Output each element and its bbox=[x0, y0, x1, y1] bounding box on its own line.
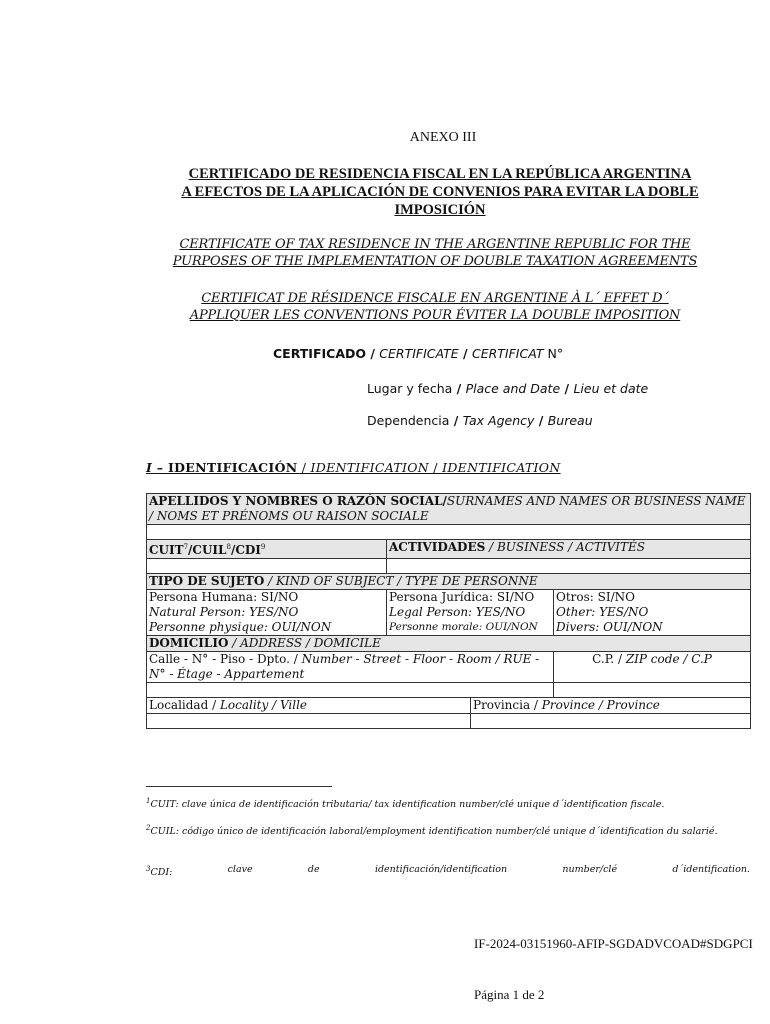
section-number: I bbox=[146, 460, 153, 475]
certificate-label-fr: CERTIFICAT bbox=[471, 346, 544, 361]
footnote-2-marker: 2 bbox=[146, 824, 151, 832]
footnote-1-text: CUIT: clave única de identificación tributaria/ tax identification number/clé unique d´identification fiscale. bbox=[150, 799, 665, 811]
natural-person-cell[interactable] bbox=[147, 590, 387, 636]
footnote-ref-9: 9 bbox=[260, 543, 266, 551]
other-en: Other: YES/NO bbox=[556, 605, 649, 619]
separator: / bbox=[366, 346, 380, 361]
activities-label-en: / BUSINESS / ACTIVITÉS bbox=[485, 540, 645, 554]
zip-label-cell bbox=[554, 652, 751, 683]
certificate-label-es: CERTIFICADO bbox=[273, 346, 366, 361]
title-french-line-2: APPLIQUER LES CONVENTIONS POUR ÉVITER LA DOUBLE IMPOSITION bbox=[189, 308, 681, 323]
tax-agency-line bbox=[367, 413, 593, 428]
footnote-3-word-5: number/clé bbox=[562, 864, 618, 875]
street-label-cell bbox=[147, 652, 554, 683]
section-identification-heading bbox=[146, 460, 561, 475]
tax-agency-fr: Bureau bbox=[547, 413, 593, 428]
footnote-1-marker: 1 bbox=[146, 797, 151, 805]
place-date-es: Lugar y fecha bbox=[367, 381, 453, 396]
document-id: IF-2024-03151960-AFIP-SGDADVCOAD#SDGPCI bbox=[474, 936, 753, 951]
footnote-3-word-3: de bbox=[307, 864, 320, 875]
legal-person-es: Persona Jurídica: SI/NO bbox=[389, 590, 535, 604]
street-label-en: Number - Street - Floor - Room / RUE - N° - Étage - Appartement bbox=[149, 652, 540, 681]
subject-type-options-row bbox=[147, 590, 751, 636]
locality-labels-row bbox=[147, 698, 751, 714]
street-label-es: Calle - N° - Piso - Dpto. / bbox=[149, 652, 302, 666]
identification-form-table bbox=[146, 493, 751, 729]
footnote-3-word-4: identificación/identification bbox=[374, 864, 508, 875]
cuit-label: CUIT bbox=[149, 543, 184, 557]
locality-value-row bbox=[147, 714, 751, 729]
section-title-en: IDENTIFICATION bbox=[310, 460, 430, 475]
footnote-ref-7: 7 bbox=[183, 543, 189, 551]
other-es: Otros: SI/NO bbox=[556, 590, 635, 604]
separator: / bbox=[297, 460, 311, 475]
legal-person-cell[interactable] bbox=[387, 590, 554, 636]
section-title-fr: IDENTIFICATION bbox=[442, 460, 561, 475]
separator: / bbox=[560, 381, 574, 396]
footnote-3-marker: 3 bbox=[146, 865, 151, 873]
title-french-line-1: CERTIFICAT DE RÉSIDENCE FISCALE EN ARGENTINE À L´ EFFET D´ bbox=[201, 291, 669, 306]
cuit-header-cell bbox=[147, 540, 387, 559]
natural-person-fr: Personne physique: OUI/NON bbox=[149, 620, 332, 634]
cuit-activities-header-row bbox=[147, 540, 751, 559]
title-english-line-2: PURPOSES OF THE IMPLEMENTATION OF DOUBLE TAXATION AGREEMENTS bbox=[172, 254, 698, 269]
surnames-field[interactable] bbox=[147, 525, 751, 540]
cuil-label: /CUIL bbox=[188, 543, 227, 557]
surnames-value-row bbox=[147, 525, 751, 540]
footnote-3-word-2: clave bbox=[227, 864, 253, 875]
title-spanish-line-2: A EFECTOS DE LA APLICACIÓN DE CONVENIOS PARA EVITAR LA DOBLE bbox=[181, 184, 699, 200]
footnote-3-word-1: CDI: bbox=[150, 867, 173, 879]
address-label-es: DOMICILIO bbox=[149, 636, 229, 650]
separator: / bbox=[534, 413, 548, 428]
zip-label-es: C.P. / bbox=[592, 652, 626, 666]
surnames-label-en: SURNAMES AND NAMES OR BUSINESS NAME / NOMS ET PRÉNOMS OU RAISON SOCIALE bbox=[149, 494, 746, 523]
address-header-cell bbox=[147, 636, 751, 652]
surnames-header-cell bbox=[147, 494, 751, 525]
province-label-es: Provincia / bbox=[473, 698, 542, 712]
title-spanish-line-3: IMPOSICIÓN bbox=[394, 202, 486, 218]
cuit-field[interactable] bbox=[147, 559, 387, 574]
separator: / bbox=[458, 346, 472, 361]
locality-label-es: Localidad / bbox=[149, 698, 220, 712]
surnames-header-row bbox=[147, 494, 751, 525]
certificate-number-line bbox=[273, 346, 563, 361]
zip-field[interactable] bbox=[554, 683, 751, 698]
title-english-line-1: CERTIFICATE OF TAX RESIDENCE IN THE ARGENTINE REPUBLIC FOR THE bbox=[179, 237, 691, 252]
cuit-activities-value-row bbox=[147, 559, 751, 574]
certificate-label-en: CERTIFICATE bbox=[379, 346, 459, 361]
cdi-label: /CDI bbox=[230, 543, 261, 557]
separator: / bbox=[429, 460, 443, 475]
tax-agency-en: Tax Agency bbox=[462, 413, 535, 428]
province-field[interactable] bbox=[471, 714, 751, 729]
subject-type-label-es: TIPO DE SUJETO bbox=[149, 574, 265, 588]
address-labels-row bbox=[147, 652, 751, 683]
title-spanish-line-1: CERTIFICADO DE RESIDENCIA FISCAL EN LA REPÚBLICA ARGENTINA bbox=[188, 166, 692, 182]
other-fr: Divers: OUI/NON bbox=[556, 620, 663, 634]
surnames-label-es: APELLIDOS Y NOMBRES O RAZÓN SOCIAL/ bbox=[149, 494, 447, 508]
legal-person-fr: Personne morale: OUI/NON bbox=[389, 621, 538, 633]
place-date-line bbox=[367, 381, 648, 396]
subject-type-header-row bbox=[147, 574, 751, 590]
footnote-ref-8: 8 bbox=[226, 543, 231, 551]
activities-header-cell bbox=[387, 540, 751, 559]
place-date-fr: Lieu et date bbox=[573, 381, 649, 396]
title-spanish bbox=[140, 165, 740, 219]
legal-person-en: Legal Person: YES/NO bbox=[389, 605, 526, 619]
address-value-row bbox=[147, 683, 751, 698]
section-title-es: IDENTIFICACIÓN bbox=[168, 460, 298, 475]
footnote-1 bbox=[146, 794, 750, 812]
footnote-3 bbox=[146, 862, 750, 880]
annex-label: ANEXO III bbox=[409, 130, 477, 145]
activities-label-es: ACTIVIDADES bbox=[389, 540, 486, 554]
subject-type-header-cell bbox=[147, 574, 751, 590]
subject-type-label-en: / KIND OF SUBJECT / TYPE DE PERSONNE bbox=[264, 574, 538, 588]
locality-field[interactable] bbox=[147, 714, 471, 729]
natural-person-es: Persona Humana: SI/NO bbox=[149, 590, 299, 604]
other-person-cell[interactable] bbox=[554, 590, 751, 636]
place-date-en: Place and Date bbox=[465, 381, 561, 396]
zip-label-en: ZIP code / C.P bbox=[625, 652, 712, 666]
footnote-2-text: CUIL: código único de identificación laboral/employment identification number/clé unique d´identification du salarié. bbox=[150, 826, 718, 838]
activities-field[interactable] bbox=[387, 559, 751, 574]
title-english bbox=[140, 236, 730, 270]
locality-label-en: Locality / Ville bbox=[219, 698, 308, 712]
locality-label-cell bbox=[147, 698, 471, 714]
address-header-row bbox=[147, 636, 751, 652]
footnote-3-word-6: d´identification. bbox=[672, 864, 750, 875]
title-french bbox=[140, 290, 730, 324]
page-number: Página 1 de 2 bbox=[474, 987, 545, 1002]
province-label-cell bbox=[471, 698, 751, 714]
section-dash: – bbox=[152, 460, 169, 475]
natural-person-en: Natural Person: YES/NO bbox=[149, 605, 299, 619]
tax-agency-es: Dependencia bbox=[367, 413, 450, 428]
address-label-en: / ADDRESS / DOMICILE bbox=[228, 636, 381, 650]
footnote-divider bbox=[146, 786, 332, 787]
province-label-en: Province / Province bbox=[541, 698, 660, 712]
footnote-2 bbox=[146, 821, 750, 839]
certificate-number-label: N° bbox=[543, 346, 564, 361]
separator: / bbox=[449, 413, 463, 428]
separator: / bbox=[452, 381, 466, 396]
street-field[interactable] bbox=[147, 683, 554, 698]
